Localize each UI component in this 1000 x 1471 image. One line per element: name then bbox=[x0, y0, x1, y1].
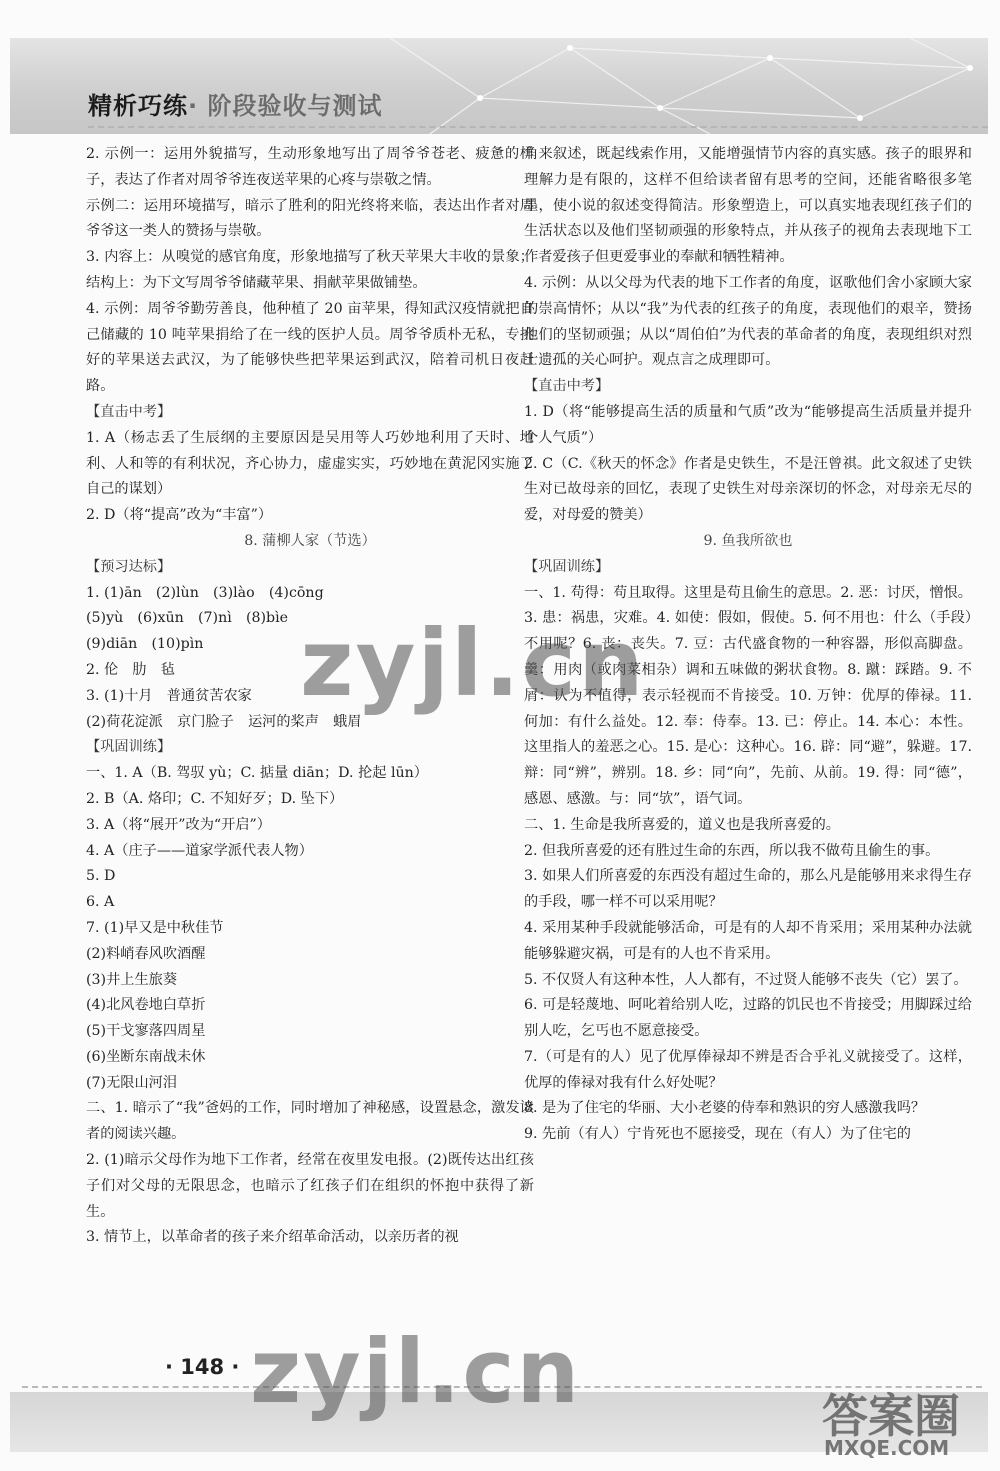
section-tag: 【直击中考】 bbox=[86, 403, 172, 420]
answer-paragraph: 5. 不仅贤人有这种本性，人人都有，不过贤人能够不丧失（它）罢了。 bbox=[524, 971, 968, 988]
answer-paragraph: 二、1. 暗示了“我”爸妈的工作，同时增加了神秘感，设置悬念，激发读者的阅读兴趣。 bbox=[86, 1100, 534, 1143]
answer-paragraph: (2)荷花淀派 京门脸子 运河的桨声 蛾眉 bbox=[86, 713, 362, 730]
watermark-bottom: zyjl.cn bbox=[250, 1320, 582, 1423]
answer-paragraph: 1. D（将“能够提高生活的质量和气质”改为“能够提高生活质量并提升个人气质”） bbox=[524, 403, 972, 446]
header-divider bbox=[88, 126, 988, 128]
answer-paragraph: 7.（可是有的人）见了优厚俸禄却不辨是否合乎礼义就接受了。这样，优厚的俸禄对我有什么好处呢？ bbox=[524, 1048, 972, 1091]
answer-paragraph: 3. (1)十月 普通贫苦农家 bbox=[86, 687, 252, 704]
corner-logo-text: 答案圈 bbox=[822, 1389, 960, 1443]
answer-paragraph: 2. C（C.《秋天的怀念》作者是史铁生，不是汪曾祺。此文叙述了史铁生对已故母亲的回忆，表现了史铁生对母亲深切的怀念，对母亲无尽的爱，对母爱的赞美） bbox=[524, 455, 972, 524]
answer-paragraph: 角来叙述，既起线索作用，又能增强情节内容的真实感。孩子的眼界和理解力是有限的，这样不但给读者留有思考的空间，还能省略很多笔墨，使小说的叙述变得简洁。形象塑造上，可以真实地表现红孩子们的生活状态以及他们坚韧顽强的形象特点，并从孩子的视角去表现地下工作者爱孩子但更爱事业的奉献和牺牲精神。 bbox=[524, 146, 972, 266]
answer-paragraph: 9. 先前（有人）宁肯死也不愿接受，现在（有人）为了住宅的 bbox=[524, 1126, 911, 1143]
header-title bbox=[88, 86, 382, 121]
answer-paragraph: 4. 采用某种手段就能够活命，可是有的人却不肯采用；采用某种办法就能够躲避灾祸，可是有的人也不肯采用。 bbox=[524, 919, 972, 962]
corner-logo bbox=[822, 1380, 992, 1464]
section-tag: 【预习达标】 bbox=[86, 558, 172, 575]
header-title-sub: · 阶段验收与测试 bbox=[188, 92, 383, 120]
lesson-title: 8. 蒲柳人家（节选） bbox=[244, 532, 376, 549]
answer-paragraph: 2. 伦 肋 毡 bbox=[86, 661, 175, 678]
header-title-main: 精析巧练 bbox=[88, 92, 188, 120]
answer-paragraph: (7)无限山河泪 bbox=[86, 1074, 178, 1091]
lesson-title: 9. 鱼我所欲也 bbox=[703, 532, 793, 549]
answer-paragraph: 3. 情节上，以革命者的孩子来介绍革命活动，以亲历者的视 bbox=[86, 1229, 459, 1246]
answer-paragraph: 二、1. 生命是我所喜爱的，道义也是我所喜爱的。 bbox=[524, 816, 840, 833]
answer-paragraph: (6)坐断东南战未休 bbox=[86, 1048, 206, 1065]
answer-paragraph: 一、1. A（B. 驾驭 yù；C. 掂量 diān；D. 抡起 lūn） bbox=[86, 765, 428, 782]
answer-paragraph: 4. 示例：从以父母为代表的地下工作者的角度，讴歌他们舍小家顾大家的崇高情怀；从以“我”为代表的红孩子的角度，表现他们的艰辛，赞扬他们的坚韧顽强；从以“周伯伯”为代表的革命者的角度，表现组织对烈士遗孤的关心呵护。观点言之成理即可。 bbox=[524, 274, 972, 369]
answer-paragraph: 一、1. 苟得：苟且取得。这里是苟且偷生的意思。2. 恶：讨厌，憎恨。3. 患：祸患，灾难。4. 如使：假如，假使。5. 何不用也：什么（手段）不用呢？6. 丧：丧失。7. 豆：古代盛食物的一种容器，形似高脚盘。羹：用肉（或肉菜相杂）调和五味做的粥状食物。8. 蹴：踩踏。9. 不屑：认为不值得，表示轻视而不肯接受。10. 万钟：优厚的俸禄。11. 何加：有什么益处。12. 奉：侍奉。13. 已：停止。14. 本心：本性。这里指人的羞恶之心。15. 是心：这种心。16. 辟：同“避”，躲避。17. 辩：同“辨”，辨别。18. 乡：同“向”，先前、从前。19. 得：同“德”，感恩、感激。与：同“欤”，语气词。 bbox=[524, 584, 972, 807]
answer-paragraph: (2)料峭春风吹酒醒 bbox=[86, 945, 206, 962]
answer-paragraph: 8. 是为了住宅的华丽、大小老婆的侍奉和熟识的穷人感激我吗？ bbox=[524, 1100, 926, 1117]
answer-paragraph: 2. 示例一：运用外貌描写，生动形象地写出了周爷爷苍老、疲惫的样子，表达了作者对周爷爷连夜送苹果的心疼与崇敬之情。 bbox=[86, 146, 534, 188]
answer-paragraph: 示例二：运用环境描写，暗示了胜利的阳光终将来临，表达出作者对周爷爷这一类人的赞扬与崇敬。 bbox=[86, 197, 534, 240]
left-column bbox=[86, 142, 534, 1251]
watermark-middle: zyjl.cn bbox=[300, 610, 646, 717]
answer-paragraph: (5)干戈寥落四周星 bbox=[86, 1023, 206, 1040]
answer-paragraph: 5. D bbox=[86, 868, 116, 885]
answer-paragraph: 2. D（将“提高”改为“丰富”） bbox=[86, 507, 273, 524]
answer-paragraph: 3. 内容上：从嗅觉的感官角度，形象地描写了秋天苹果大丰收的景象；结构上：为下文写周爷爷储藏苹果、捐献苹果做铺垫。 bbox=[86, 249, 534, 291]
answer-paragraph: 7. (1)早又是中秋佳节 bbox=[86, 919, 224, 936]
answer-paragraph: 1. A（杨志丢了生辰纲的主要原因是吴用等人巧妙地利用了天时、地利、人和等的有利状况，齐心协力，虚虚实实，巧妙地在黄泥冈实施了自己的谋划） bbox=[86, 429, 534, 498]
section-tag: 【巩固训练】 bbox=[86, 739, 172, 756]
answer-paragraph: 6. 可是轻蔑地、呵叱着给别人吃，过路的饥民也不肯接受；用脚踩过给别人吃，乞丐也不愿意接受。 bbox=[524, 997, 972, 1040]
answer-paragraph: (3)井上生旅葵 bbox=[86, 971, 178, 988]
right-column bbox=[524, 142, 972, 1148]
answer-paragraph: 3. 如果人们所喜爱的东西没有超过生命的，那么凡是能够用来求得生存的手段，哪一样不可以采用呢？ bbox=[524, 868, 972, 911]
answer-paragraph: 2. (1)暗示父母作为地下工作者，经常在夜里发电报。(2)既传达出红孩子们对父母的无限思念，也暗示了红孩子们在组织的怀抱中获得了新生。 bbox=[86, 1152, 534, 1220]
answer-paragraph: (5)yù (6)xūn (7)nì (8)bìe bbox=[86, 610, 289, 627]
answer-paragraph: 4. 示例：周爷爷勤劳善良，他种植了 20 亩苹果，得知武汉疫情就把自己储藏的 10 吨苹果捐给了在一线的医护人员。周爷爷质朴无私，专挑好的苹果送去武汉，为了能够快些把苹果运到武汉，陪着司机日夜赶路。 bbox=[86, 300, 534, 395]
answer-paragraph: 3. A（将“展开”改为“开启”） bbox=[86, 816, 271, 833]
section-tag: 【巩固训练】 bbox=[524, 558, 610, 575]
section-tag: 【直击中考】 bbox=[524, 378, 610, 395]
corner-logo-url: MXQE.COM bbox=[824, 1436, 950, 1460]
answer-paragraph: (4)北风卷地白草折 bbox=[86, 997, 206, 1014]
page-number: · 148 · bbox=[165, 1355, 240, 1379]
answer-paragraph: 1. (1)ān (2)lùn (3)lào (4)cōng bbox=[86, 584, 324, 601]
answer-paragraph: 2. B（A. 烙印；C. 不知好歹；D. 坠下） bbox=[86, 790, 344, 807]
answer-paragraph: 4. A（庄子——道家学派代表人物） bbox=[86, 842, 313, 859]
answer-paragraph: 6. A bbox=[86, 894, 115, 911]
answer-paragraph: (9)diān (10)pìn bbox=[86, 636, 204, 653]
answer-paragraph: 2. 但我所喜爱的还有胜过生命的东西，所以我不做苟且偷生的事。 bbox=[524, 842, 940, 859]
